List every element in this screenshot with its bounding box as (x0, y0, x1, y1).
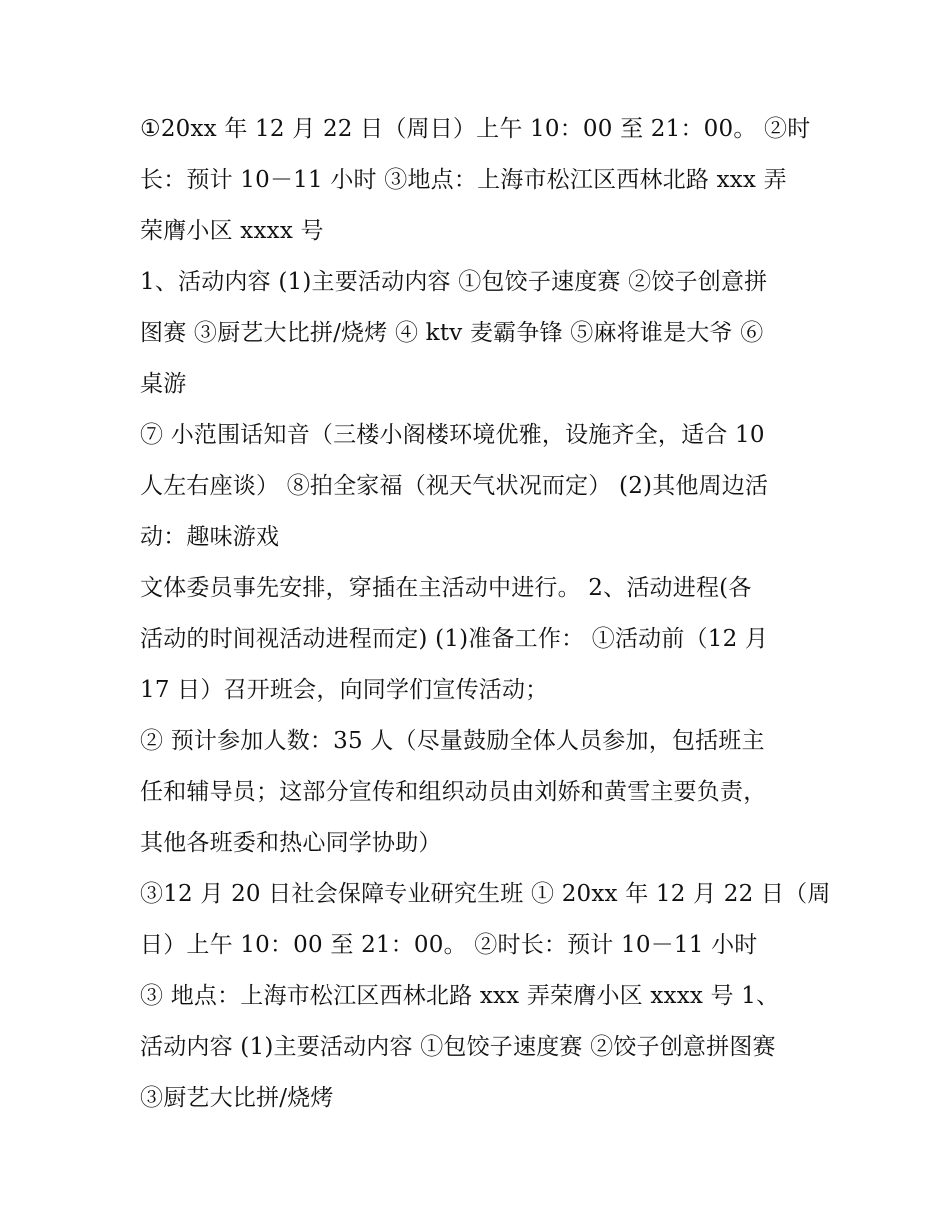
text-line: 其他各班委和热心同学协助） (140, 830, 442, 856)
text-line: 长：预计 10－11 小时 ③地点：上海市松江区西林北路 xxx 弄 (140, 167, 787, 193)
text-line: ①20xx 年 12 月 22 日（周日）上午 10：00 至 21：00。 ②时 (140, 116, 811, 142)
text-line: 日）上午 10：00 至 21：00。 ②时长：预计 10－11 小时 (140, 932, 758, 958)
text-line: 荣膺小区 xxxx 号 (140, 218, 324, 244)
text-line: 任和辅导员；这部分宣传和组织动员由刘娇和黄雪主要负责， (140, 779, 767, 805)
text-line: 动：趣味游戏 (140, 524, 280, 550)
text-line: ③ 地点：上海市松江区西林北路 xxx 弄荣膺小区 xxxx 号 1、 (140, 983, 780, 1009)
text-line: 图赛 ③厨艺大比拼/烧烤 ④ ktv 麦霸争锋 ⑤麻将谁是大爷 ⑥ (140, 320, 764, 346)
text-line: 桌游 (140, 371, 187, 397)
text-line: ⑦ 小范围话知音（三楼小阁楼环境优雅，设施齐全，适合 10 (140, 422, 765, 448)
text-line: 文体委员事先安排，穿插在主活动中进行。 2、活动进程(各 (140, 575, 752, 601)
text-line: 活动内容 (1)主要活动内容 ①包饺子速度赛 ②饺子创意拼图赛 (140, 1034, 776, 1060)
document-body (140, 104, 831, 1124)
text-line: 17 日）召开班会，向同学们宣传活动； (140, 677, 549, 703)
text-line: 人左右座谈） ⑧拍全家福（视天气状况而定） (2)其他周边活 (140, 473, 769, 499)
text-line: ③12 月 20 日社会保障专业研究生班 ① 20xx 年 12 月 22 日（周 (140, 881, 831, 907)
text-line: ② 预计参加人数：35 人（尽量鼓励全体人员参加，包括班主 (140, 728, 765, 754)
text-line: ③厨艺大比拼/烧烤 (140, 1085, 334, 1111)
text-line: 活动的时间视活动进程而定) (1)准备工作： ①活动前（12 月 (140, 626, 769, 652)
text-line: 1、活动内容 (1)主要活动内容 ①包饺子速度赛 ②饺子创意拼 (140, 269, 768, 295)
